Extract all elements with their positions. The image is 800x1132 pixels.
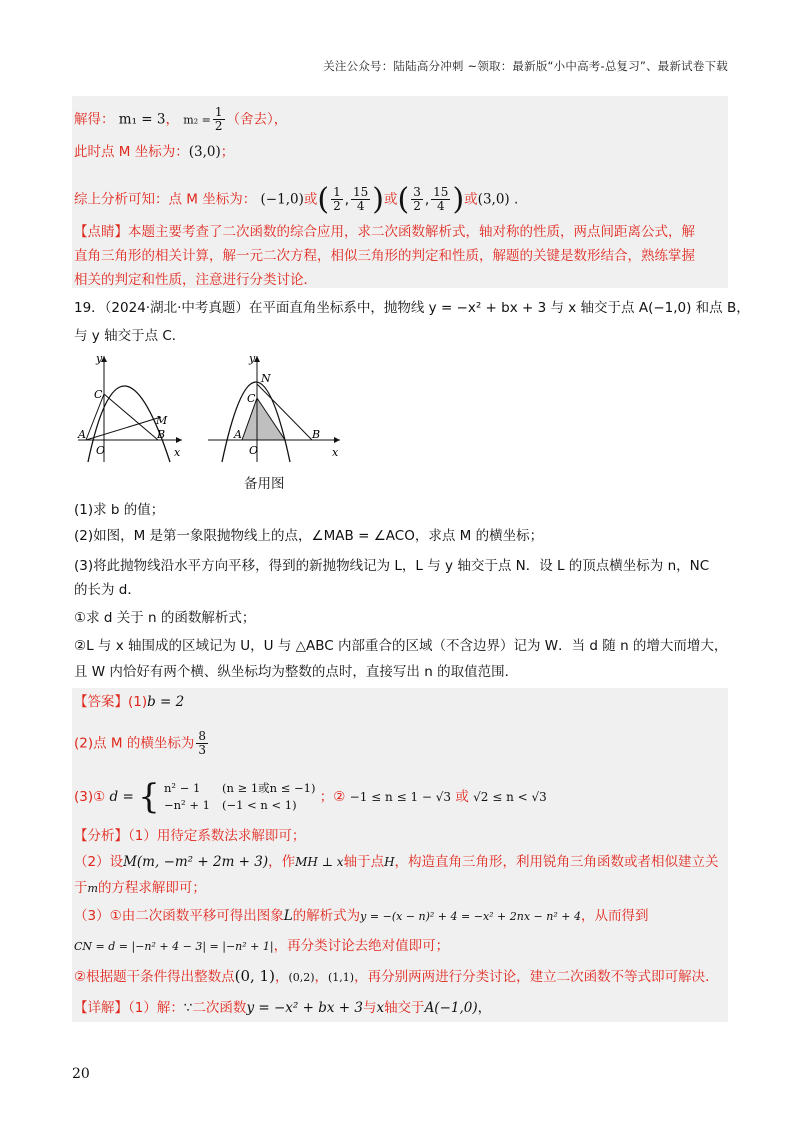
fig2-label-y: y (249, 352, 256, 365)
question-3c: ①求 d 关于 n 的函数解析式； (74, 610, 256, 626)
figure-caption: 备用图 (244, 476, 285, 492)
question-3b: 的长为 d． (74, 582, 141, 598)
figure-backup (200, 350, 345, 465)
analysis-4: （3）①由二次函数平移可得出图象L的解析式为y = −(x − n)² + 4 = −x² + 2nx − n² + 4，从而得到 (74, 908, 649, 924)
problem-line-2: 与 y 轴交于点 C． (74, 328, 186, 344)
question-3a: (3)将此抛物线沿水平方向平移，得到的新抛物线记为 L，L 与 y 轴交于点 N．设 L 的顶点横坐标为 n，NC (74, 558, 710, 574)
fig2-label-c: C (247, 392, 256, 405)
question-3d: ②L 与 x 轴围成的区域记为 U，U 与 △ABC 内部重合的区域（不含边界）记为 W．当 d 随 n 的增大而增大， (74, 638, 728, 654)
analysis-3: 于m的方程求解即可； (74, 880, 206, 896)
comment-line-1: 【点睛】本题主要考查了二次函数的综合应用，求二次函数解析式，轴对称的性质，两点间距离公式，解 (74, 224, 695, 240)
solve-line: 解得： m₁ = 3， m₂ = $\frac{1}{2}$ （舍去）， (74, 105, 288, 133)
analysis-1: 【分析】（1）用待定系数法求解即可； (74, 828, 306, 844)
fig2-label-x: x (332, 446, 339, 459)
analysis-2: （2）设M(m, −m² + 2m + 3)，作MH ⊥ x轴于点H，构造直角三角形，利用锐角三角函数或者相似建立关 (74, 854, 719, 870)
detail-1: 【详解】（1）解：∵二次函数y = −x² + bx + 3与x轴交于A(−1,0)， (74, 1000, 492, 1016)
figure-main (70, 350, 190, 465)
question-1: (1)求 b 的值； (74, 502, 165, 518)
answer-1: 【答案】(1)b = 2 (74, 694, 185, 710)
fig1-label-a: A (78, 428, 86, 441)
analysis-6: ②根据题干条件得出整数点(0, 1)，(0,2)，(1,1)，再分别两两进行分类讨论，建立二次函数不等式即可解决． (74, 967, 719, 985)
fig1-label-m: M (156, 414, 168, 427)
summary-line: 综上分析可知：点 M 坐标为： (−1,0)或( $\frac{1}{2}$ , $\frac{15}{4}$ )或( $\frac{3}{2}$ , $\frac{15}{4}$ )或(3,0) . (74, 181, 519, 217)
fig2-label-o: O (249, 444, 259, 457)
comment-line-3: 相关的判定和性质，注意进行分类讨论． (74, 272, 317, 288)
page-number: 20 (72, 1066, 90, 1082)
fig2-label-a: A (234, 428, 242, 441)
fig1-label-b: B (157, 428, 166, 441)
comment-line-2: 直角三角形的相关计算，解一元二次方程，相似三角形的判定和性质，解题的关键是数形结合，熟练掌握 (74, 248, 695, 264)
question-3e: 且 W 内恰好有两个横、纵坐标均为整数的点时，直接写出 n 的取值范围． (74, 664, 519, 680)
question-2: (2)如图，M 是第一象限抛物线上的点，∠MAB = ∠ACO，求点 M 的横坐标； (74, 528, 544, 544)
page-header: 关注公众号：陆陆高分冲刺 ~领取：最新版“小中高考-总复习”、最新试卷下载 (323, 59, 728, 73)
fig1-label-x: x (174, 446, 181, 459)
fig1-label-c: C (94, 388, 103, 401)
answer-2: (2)点 M 的横坐标为 $\frac{8}{3}$ (74, 729, 206, 757)
problem-line-1: 19．（2024·湖北·中考真题）在平面直角坐标系中，抛物线 y = −x² + bx + 3 与 x 轴交于点 A(−1,0) 和点 B， (74, 300, 750, 316)
fig1-label-o: O (96, 444, 106, 457)
answer-3: (3)① d = { n² − 1 (n ≥ 1或n ≤ −1) −n² + 1 (−1 < n < 1) ；② −1 ≤ n ≤ 1 − √3 或 √2 ≤ n < √3 (74, 777, 547, 817)
fig2-label-b: B (312, 428, 321, 441)
analysis-5: CN = d = |−n² + 4 − 3| = |−n² + 1|，再分类讨论去绝对值即可； (74, 938, 450, 954)
fig2-label-n: N (261, 372, 271, 385)
point-m-line: 此时点 M 坐标为：(3,0)； (74, 144, 235, 160)
fig1-label-y: y (96, 352, 103, 365)
